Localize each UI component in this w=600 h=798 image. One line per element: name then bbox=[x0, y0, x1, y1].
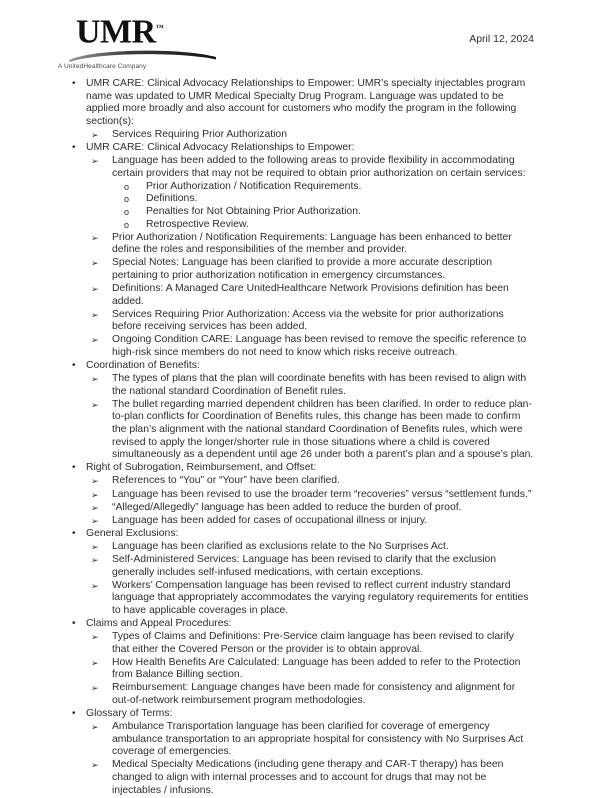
sub-items bbox=[112, 181, 534, 231]
bullet-level2-icon: ➢ bbox=[91, 760, 99, 771]
section-heading: Claims and Appeal Procedures: bbox=[86, 617, 232, 629]
section-items bbox=[86, 129, 534, 142]
bullet-level2-icon: ➢ bbox=[91, 258, 99, 269]
list-item bbox=[86, 232, 534, 257]
logo-tagline: A UnitedHealthcare Company bbox=[58, 63, 147, 71]
section-heading: Coordination of Benefits: bbox=[86, 360, 200, 372]
list-item bbox=[86, 554, 534, 579]
list-item-text: Language has been added for cases of occupational illness or injury. bbox=[112, 514, 428, 526]
section-items bbox=[86, 631, 534, 708]
list-item-text: Ambulance Transportation language has been clarified for coverage of emergency ambulance transportation to an appropriate hospital for consistency with No Surprises Act coverage of emergencies. bbox=[112, 721, 524, 758]
section bbox=[0, 618, 600, 708]
list-item-text: The bullet regarding married dependent children has been clarified. In order to reduce plan-to-plan conflicts for Coordination of Benefits rules, this change has been made to confirm the plan’s alignment with the national standard Coordination of Benefits rules, which were revised to apply the longer/shorter rule in those situations where a child is covered simultaneously as a dependent until age 26 under both a parent’s plan and a spouse’s plan. bbox=[112, 398, 534, 461]
bullet-level3-icon: o bbox=[124, 219, 130, 230]
bullet-level3-icon: o bbox=[124, 194, 130, 205]
section-heading: UMR CARE: Clinical Advocacy Relationships to Empower: bbox=[86, 141, 355, 153]
list-item bbox=[86, 657, 534, 682]
section bbox=[0, 142, 600, 360]
umr-wordmark bbox=[58, 10, 238, 50]
bullet-level2-icon: ➢ bbox=[91, 541, 99, 552]
sub-list-item bbox=[112, 193, 534, 206]
list-item-text: “Alleged/Allegedly” language has been added to reduce the burden of proof. bbox=[112, 501, 462, 513]
bullet-level2-icon: ➢ bbox=[91, 374, 99, 385]
list-item bbox=[86, 309, 534, 334]
list-item-text: Prior Authorization / Notification Requirements: Language has been enhanced to better define the roles and responsibilities of the member and provider. bbox=[112, 231, 512, 256]
list-item bbox=[86, 580, 534, 618]
sub-list-item bbox=[112, 206, 534, 219]
list-item-text: Language has been clarified as exclusions relate to the No Surprises Act. bbox=[112, 540, 449, 552]
sub-list-item-text: Definitions. bbox=[146, 193, 198, 205]
bullet-level2-icon: ➢ bbox=[91, 554, 99, 565]
section-items bbox=[86, 541, 534, 618]
bullet-level2-icon: ➢ bbox=[91, 502, 99, 513]
list-item-text: Types of Claims and Definitions: Pre-Service claim language has been revised to clarify that either the Covered Person or the provider is to obtain approval. bbox=[112, 631, 514, 655]
list-item-text: How Health Benefits Are Calculated: Language has been added to refer to the Protection from Balance Billing section. bbox=[112, 656, 521, 681]
list-item bbox=[86, 334, 534, 359]
list-item-text: Reimbursement: Language changes have been made for consistency and alignment for out-of-network reimbursement program methodologies. bbox=[112, 682, 516, 706]
list-item bbox=[86, 682, 534, 707]
list-item bbox=[86, 541, 534, 554]
list-item bbox=[86, 502, 534, 515]
section bbox=[0, 360, 600, 462]
list-item bbox=[86, 399, 534, 462]
bullet-level2-icon: ➢ bbox=[91, 335, 99, 346]
list-item bbox=[86, 257, 534, 282]
bullet-level1-icon: • bbox=[72, 708, 76, 720]
section-items bbox=[86, 475, 534, 527]
list-item-text: Services Requiring Prior Authorization bbox=[112, 128, 287, 140]
sub-list-item bbox=[112, 219, 534, 232]
list-item bbox=[86, 759, 534, 797]
list-item bbox=[86, 155, 534, 231]
sub-list-item-text: Penalties for Not Obtaining Prior Authorization. bbox=[146, 205, 361, 217]
section-items bbox=[86, 373, 534, 462]
bullet-level1-icon: • bbox=[72, 360, 76, 372]
list-item-text: Language has been revised to use the broader term “recoveries” versus “settlement funds.” bbox=[112, 488, 532, 500]
bullet-level2-icon: ➢ bbox=[91, 476, 99, 487]
list-item-text: Services Requiring Prior Authorization: Access via the website for prior authorizations before receiving services has been added. bbox=[112, 308, 504, 333]
bullet-level2-icon: ➢ bbox=[91, 399, 99, 410]
section bbox=[0, 708, 600, 797]
bullet-level2-icon: ➢ bbox=[91, 156, 99, 167]
bullet-level1-icon: • bbox=[72, 462, 76, 474]
bullet-level1-icon: • bbox=[72, 78, 76, 89]
bullet-level2-icon: ➢ bbox=[91, 580, 99, 591]
bullet-level2-icon: ➢ bbox=[91, 657, 99, 668]
bullet-level3-icon: o bbox=[124, 181, 130, 192]
section bbox=[0, 78, 600, 141]
bullet-level2-icon: ➢ bbox=[91, 683, 99, 694]
sub-list-item-text: Prior Authorization / Notification Requirements. bbox=[146, 180, 362, 192]
list-item-text: Ongoing Condition CARE: Language has been revised to remove the specific reference to high-risk since members do not need to know which risks receive outreach. bbox=[112, 334, 527, 358]
bullet-level2-icon: ➢ bbox=[91, 232, 99, 243]
list-item bbox=[86, 721, 534, 759]
list-item-text: Medical Specialty Medications (including gene therapy and CAR-T therapy) has been changed to align with internal processes and to account for drugs that may not be injectables / infusions. bbox=[112, 759, 504, 796]
list-item bbox=[86, 515, 534, 528]
list-item-text: Special Notes: Language has been clarified to provide a more accurate description pertaining to prior authorization notification in emergency circumstances. bbox=[112, 257, 493, 281]
list-item-text: Workers’ Compensation language has been revised to reflect current industry standard language that appropriately accommodates the varying regulatory requirements for entities to have applicable coverages in place. bbox=[112, 579, 529, 616]
section bbox=[0, 528, 600, 618]
list-item-text: Language has been added to the following areas to provide flexibility in accommodating certain providers that may not be required to obtain prior authorization on certain services: bbox=[112, 155, 526, 179]
bullet-level1-icon: • bbox=[72, 141, 76, 153]
list-item-text: Definitions: A Managed Care UnitedHealthcare Network Provisions definition has been added. bbox=[112, 283, 509, 307]
sub-list-item bbox=[112, 181, 534, 194]
document-date: April 12, 2024 bbox=[469, 33, 534, 45]
list-item-text: References to “You” or “Your” have been clarified. bbox=[112, 475, 340, 487]
sub-list-item-text: Retrospective Review. bbox=[146, 218, 249, 230]
section-items bbox=[86, 721, 534, 797]
bullet-level1-icon: • bbox=[72, 527, 76, 539]
list-item bbox=[86, 129, 534, 142]
section bbox=[0, 462, 600, 527]
list-item-text: The types of plans that the plan will coordinate benefits with has been revised to align with the national standard Coordination of Benefit rules. bbox=[112, 373, 527, 397]
section-items bbox=[86, 155, 534, 360]
section-heading: General Exclusions: bbox=[86, 527, 179, 539]
bullet-level1-icon: • bbox=[72, 617, 76, 629]
section-heading: UMR CARE: Clinical Advocacy Relationships to Empower: UMR’s specialty injectables program name was updated to UMR Medical Specialty Drug Program. Language was updated to be applied more broadly and also account for customers who modify the program in the following section(s): bbox=[86, 78, 526, 127]
list-item bbox=[86, 631, 534, 656]
document-header bbox=[0, 0, 600, 72]
bullet-level2-icon: ➢ bbox=[91, 632, 99, 643]
section-heading: Right of Subrogation, Reimbursement, and Offset: bbox=[86, 462, 317, 474]
bullet-level2-icon: ➢ bbox=[91, 309, 99, 320]
trademark-symbol: ™ bbox=[155, 23, 164, 32]
list-item bbox=[86, 373, 534, 398]
list-item bbox=[86, 475, 534, 488]
bullet-level2-icon: ➢ bbox=[91, 489, 99, 500]
bullet-level3-icon: o bbox=[124, 206, 130, 217]
bullet-level2-icon: ➢ bbox=[91, 284, 99, 294]
list-item-text: Self-Administered Services: Language has been revised to clarify that the exclusion generally includes self-infused medications, with certain exceptions. bbox=[112, 553, 497, 578]
bullet-level2-icon: ➢ bbox=[91, 515, 99, 526]
umr-logo bbox=[58, 10, 238, 70]
list-item bbox=[86, 283, 534, 308]
section-heading: Glossary of Terms: bbox=[86, 708, 173, 720]
umr-wordmark-text: UMR bbox=[76, 13, 156, 51]
document-body bbox=[0, 78, 600, 798]
bullet-level2-icon: ➢ bbox=[91, 722, 99, 733]
change-sections-list bbox=[0, 78, 600, 797]
bullet-level2-icon: ➢ bbox=[91, 129, 99, 140]
list-item bbox=[86, 489, 534, 502]
